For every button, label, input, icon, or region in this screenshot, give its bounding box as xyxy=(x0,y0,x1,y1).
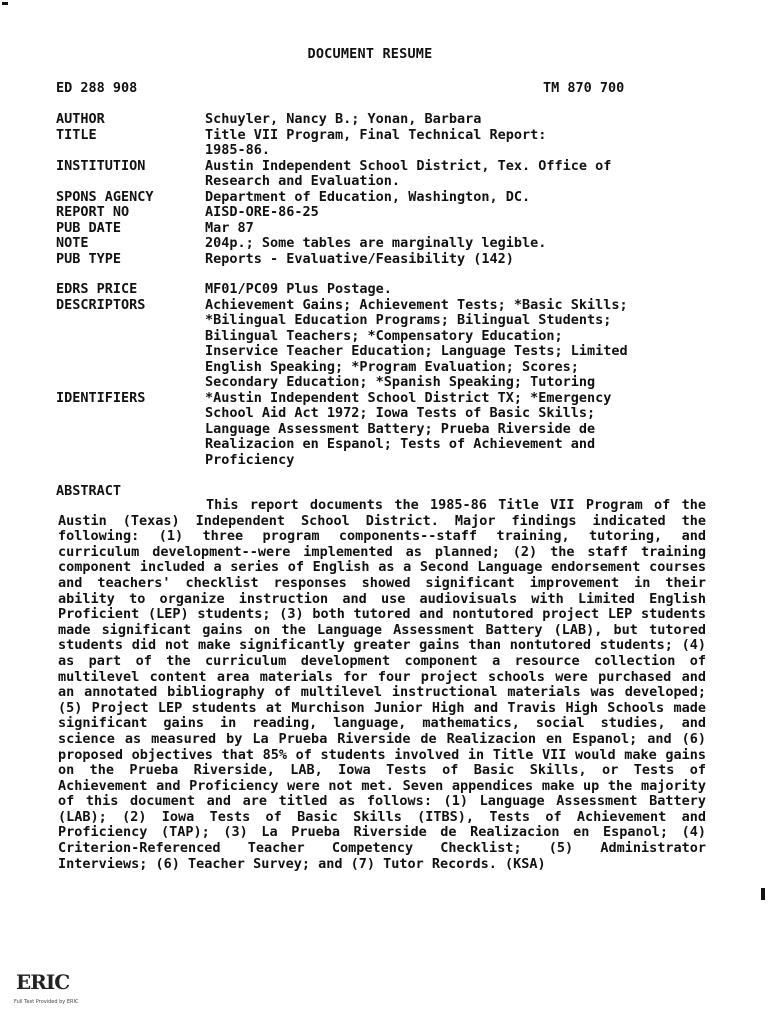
ed-number: ED 288 908 xyxy=(56,80,138,96)
metadata-fields xyxy=(56,112,746,468)
field-label: DESCRIPTORS xyxy=(56,296,146,313)
field-pub-date xyxy=(56,221,746,237)
scan-speck xyxy=(761,888,765,900)
field-label: EDRS PRICE xyxy=(56,281,138,297)
field-report-no xyxy=(56,205,746,221)
field-value: Mar 87 xyxy=(205,219,254,236)
field-value: Reports - Evaluative/Feasibility (142) xyxy=(205,250,514,267)
field-value: 204p.; Some tables are marginally legible. xyxy=(205,235,547,251)
field-edrs-price xyxy=(56,282,746,298)
abstract-label: ABSTRACT xyxy=(56,483,122,499)
field-institution xyxy=(56,159,746,190)
field-value: Title VII Program, Final Technical Report: 1985-86. xyxy=(205,126,547,158)
abstract-text: This report documents the 1985-86 Title VII Program of the Austin (Texas) Independent School District. Major findings indicated the following: (1) three program components--staff training, tutoring, and curriculum development--were implemented as planned; (2) the staff training component included a series of English as a Second Language endorsement courses and teachers' checklist responses showed significant improvement in their ability to organize instruction and use audiovisuals with Limited English Proficient (LEP) students; (3) both tutored and nontutored project LEP students made significant gains on the Language Assessment Battery (LAB), but tutored students did not make significantly greater gains than nontutored students; (4) as part of the curriculum development component a resource collection of multilevel content area materials for four project schools were purchased and an annotated bibliography of multilevel instructional materials was developed; (5) Project LEP students at Murchison Junior High and Travis High Schools made significant gains in reading, language, mathematics, social studies, and science as measured by La Prueba Riverside de Realizacion en Espanol; and (6) proposed objectives that 85% of students involved in Title VII would make gains on the Prueba Riverside, LAB, Iowa Tests of Basic Skills, or Tests of Achievement and Proficiency were not met. Seven appendices make up the majority of this document and are titled as follows: (1) Language Assessment Battery (LAB); (2) Iowa Tests of Basic Skills (ITBS), Tests of Achievement and Proficiency (TAP); (3) La Prueba Riverside de Realizacion en Espanol; (4) Criterion-Referenced Teacher Competency Checklist; (5) Administrator Interviews; (6) Teacher Survey; and (7) Tutor Records. (KSA) xyxy=(58,497,706,872)
document-title: DOCUMENT RESUME xyxy=(307,46,433,62)
eric-logo: ERIC xyxy=(16,970,70,994)
field-label: PUB DATE xyxy=(56,219,122,236)
field-value: AISD-ORE-86-25 xyxy=(205,204,319,220)
field-label: IDENTIFIERS xyxy=(56,389,146,406)
field-label: PUB TYPE xyxy=(56,250,122,267)
tm-number: TM 870 700 xyxy=(543,80,625,96)
scan-speck xyxy=(2,2,8,5)
field-value: Schuyler, Nancy B.; Yonan, Barbara xyxy=(205,111,482,127)
field-value: MF01/PC09 Plus Postage. xyxy=(205,281,392,297)
field-spons-agency xyxy=(56,190,746,206)
field-label: REPORT NO xyxy=(56,204,130,220)
field-identifiers xyxy=(56,391,746,469)
field-author xyxy=(56,112,746,128)
field-descriptors xyxy=(56,298,746,391)
eric-logo-subtitle: Full Text Provided by ERIC xyxy=(14,999,79,1005)
field-label: TITLE xyxy=(56,126,97,143)
field-value: Achievement Gains; Achievement Tests; *Basic Skills; *Bilingual Education Programs; Bilingual Students; Bilingual Teachers; *Compensatory Education; Inservice Teacher Education; Language Tests; Limited English Speaking; *Program Evaluation; Scores; Secondary Education; *Spanish Speaking; Tutoring xyxy=(205,296,628,390)
field-label: NOTE xyxy=(56,235,89,251)
field-value: Austin Independent School District, Tex. Office of Research and Evaluation. xyxy=(205,157,612,189)
field-title xyxy=(56,128,746,159)
field-value: Department of Education, Washington, DC. xyxy=(205,188,531,205)
field-label: INSTITUTION xyxy=(56,157,146,174)
field-note xyxy=(56,236,746,252)
field-label: AUTHOR xyxy=(56,111,105,127)
field-value: *Austin Independent School District TX; *Emergency School Aid Act 1972; Iowa Tests of Basic Skills; Language Assessment Battery; Prueba Riverside de Realizacion en Espanol; Tests of Achievement and Proficiency xyxy=(205,389,612,468)
field-gap xyxy=(56,267,746,282)
field-label: SPONS AGENCY xyxy=(56,188,154,205)
field-pub-type xyxy=(56,252,746,268)
